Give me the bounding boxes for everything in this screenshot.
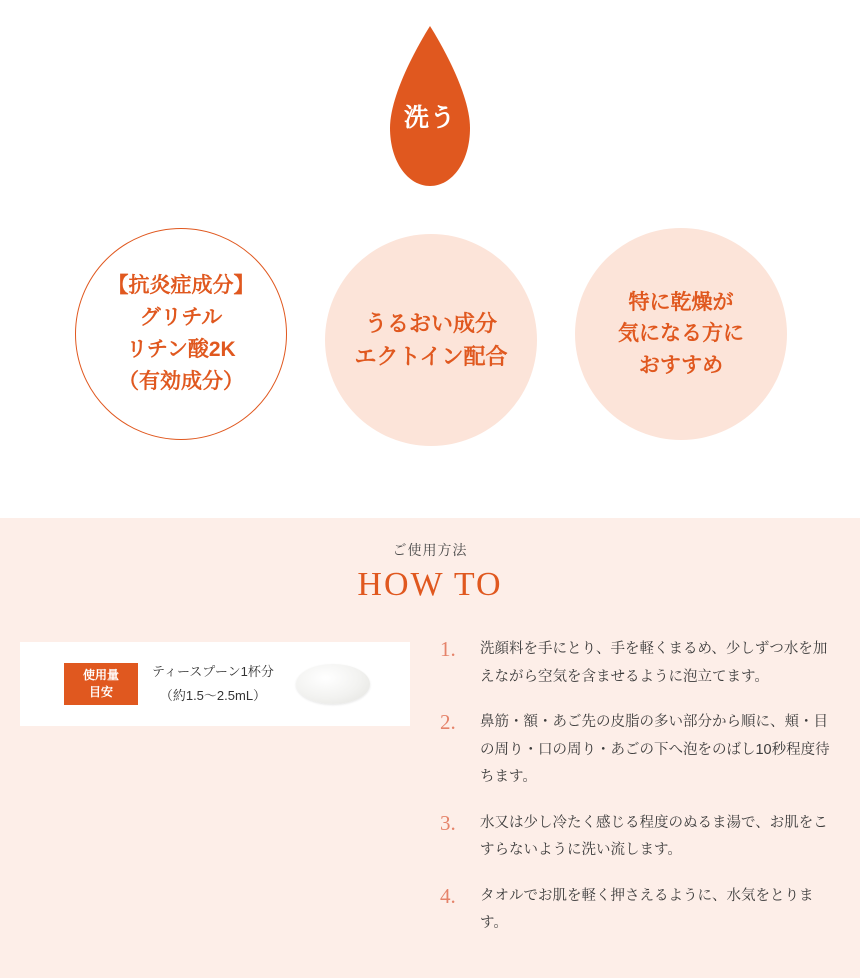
step-text: 水又は少し冷たく感じる程度のぬるま湯で、お肌をこすらないように洗い流します。 bbox=[480, 814, 828, 859]
feature-line: リチン酸2K bbox=[126, 338, 236, 361]
howto-step bbox=[440, 883, 832, 938]
step-number: 4. bbox=[440, 883, 456, 908]
howto-subtitle: ご使用方法 bbox=[392, 542, 468, 558]
droplet-badge bbox=[376, 22, 484, 190]
dosage-card bbox=[20, 642, 410, 726]
feature-line: 【抗炎症成分】 bbox=[107, 274, 255, 298]
dosage-amount-sub: （約1.5〜2.5mL） bbox=[159, 688, 267, 703]
droplet-label: 洗う bbox=[403, 104, 456, 132]
feature-circle-text bbox=[355, 307, 508, 374]
howto-title: HOW TO bbox=[357, 566, 503, 603]
dosage-badge-line: 目安 bbox=[88, 685, 113, 699]
dosage-amount-label: ティースプーン1杯分 bbox=[152, 663, 274, 679]
step-text: 鼻筋・額・あご先の皮脂の多い部分から順に、頬・目の周り・口の周り・あごの下へ泡をのばし10秒程度待ちます。 bbox=[480, 714, 830, 786]
step-number: 1. bbox=[440, 637, 456, 661]
feature-circle-text bbox=[108, 270, 255, 398]
step-number: 3. bbox=[440, 810, 456, 835]
dosage-amount bbox=[152, 660, 274, 708]
step-text: タオルでお肌を軽く押さえるように、水気をとります。 bbox=[480, 887, 814, 932]
feature-circle-anti-inflammatory bbox=[75, 228, 287, 440]
dosage-badge-line: 使用量 bbox=[82, 667, 119, 682]
feature-line: 気になる方に bbox=[618, 322, 744, 346]
feature-circle-recommended bbox=[575, 228, 787, 440]
step-number: 2. bbox=[440, 710, 456, 735]
feature-circle-moisture bbox=[325, 234, 537, 446]
foam-blob-icon bbox=[296, 664, 370, 704]
feature-circle-text bbox=[618, 287, 744, 382]
howto-section bbox=[0, 518, 860, 978]
feature-circles bbox=[0, 228, 860, 460]
howto-steps bbox=[440, 636, 832, 956]
feature-line: おすすめ bbox=[638, 353, 724, 377]
feature-line: グリチル bbox=[139, 306, 223, 330]
howto-step bbox=[440, 709, 832, 792]
step-text: 洗顔料を手にとり、手を軽くまるめ、少しずつ水を加えながら空気を含ませるように泡立てます。 bbox=[480, 641, 828, 685]
feature-line: 特に乾燥が bbox=[628, 290, 734, 314]
feature-line: （有効成分） bbox=[118, 369, 244, 393]
feature-line: エクトイン配合 bbox=[354, 344, 508, 369]
dosage-badge bbox=[64, 663, 138, 705]
howto-step bbox=[440, 636, 832, 691]
feature-line: うるおい成分 bbox=[364, 310, 497, 336]
howto-step bbox=[440, 810, 832, 865]
